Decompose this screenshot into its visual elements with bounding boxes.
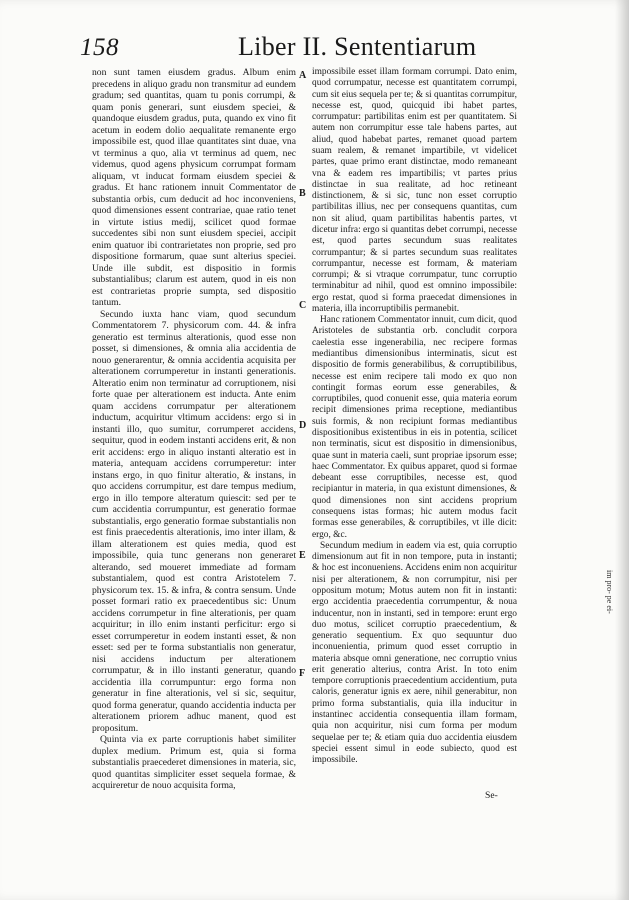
section-marker-a: A (299, 70, 307, 81)
left-column (92, 67, 296, 792)
page-number: 158 (80, 34, 119, 61)
page-edge-shadow (615, 0, 629, 900)
paragraph: Secundo iuxta hanc viam, quod secundum Commentatorem 7. physicorum com. 44. & infra generatio est terminus alterationis, quod esse non posset, si dimensiones, & omnia alia accidentia de nouo generarentur, & omnia accidentia acquisita per alterationem corrumperetur in instanti generationis. Alteratio enim non terminatur ad corruptionem, nisi forte quae per alterationem est inducta. Ante enim quam accidens corrumpatur per alterationem inductum, acquiritur vltimum accidens: ergo si in instanti illo, quo sumitur, corrumperet accidens, sequitur, quod in eodem instanti accidens erit, & non erit accidens: ergo in aliquo instanti alteratio est in materia, antequam accidens corrumperetur: inter instans ergo, in quo finitur alteratio, & instans, in quo accidens corrumpitur, est dare tempus medium, ergo in illo tempore alteratum quiescit: sed per te cum accidentia corrumpuntur, est generatio formae substantialis, ergo generatio formae substantialis non est finis praecedentis alterationis, imo inter illam, & illam alterationem est quies media, quod est impossibile, quia tunc generans non generaret alterando, sed moueret immediate ad formam substantialem, quod est contra Aristotelem 7. physicorum tex. 15. & infra, & contra sensum. Unde posset formari ratio ex praecedentibus sic: Unum accidens corrumpetur in fine alterationis, per quam acquiritur; in illo enim instanti perficitur: ergo si esset corrumperetur in eodem instanti esset, & non esset: sed per te forma substantialis non generatur, nisi accidens inductum per alterationem corrumpatur, & in illo instanti generatur, quando accidentia illa corrumpuntur: ergo forma non generatur in fine alterationis, vel si sic, sequitur, quod forma generatur, quando accidentia inducta per alterationem priorem adhuc manent, quod est propositum. (92, 308, 296, 734)
right-column (312, 67, 517, 766)
paragraph: Quinta via ex parte corruptionis habet similiter duplex medium. Primum est, quia si forma substantialis praecederet dimensiones in materia, sic, quod quantitas simpliciter esset sequela formae, & acquireretur de nouo acquisita forma, (92, 734, 296, 791)
running-head: Liber II. Sententiarum (238, 32, 477, 61)
paragraph: Secundum medium in eadem via est, quia corruptio dimensionum aut fit in non tempore, puta in instanti; & hoc est inconueniens. Accidens enim non acquiritur nisi per alterationem, & non corrumpitur, nisi per oppositum motum; Motus autem non fit in instanti: ergo accidentia praecedentia corrumpentur, & noua inducentur, non in instanti, sed in tempore: erunt ergo duo motus, scilicet corruptio praecedentium, & generatio sequentium. Ex quo sequuntur duo inconuenientia, primum quod esset corruptio in materia absque omni generatione, nec corruptio vnius erit generatio alterius, contra Arist. In toto enim tempore corruptionis praecedentium accidentium, puta caloris, generatur ignis ex aere, nihil generabitur, non primo forma substantialis, quia illa inducitur in instantinec accidentia consequentia illam formam, quia non acquiritur, nisi cum forma per modum sequelae per te; & etiam quia duo accidentia eiusdem speciei essent simul in eode subiecto, quod est impossibile. (312, 540, 517, 766)
paragraph: impossibile esset illam formam corrumpi. Dato enim, quod corrumpatur, necesse est quantitatem corrumpi, cum sit eius sequela per te; & si quantitas corrumpitur, necesse est, quod, quicquid ibi habet partes, corrumpatur: partibilitas enim est per quantitatem. Si autem non corrumpitur esse tale habens partes, aut aliud, quod habebat partes, remanet quoad partem suam realem, & remanet impartibile, vt videlicet partes, quae primo erant distinctae, modo remaneant vna & eadem res impartibilis; vt partes prius distinctae in sua realitate, ad hoc retineant distinctionem, & si sic, tunc non esset corruptio partibilitas illius, nec per consequens quantitas, cum non sit aliud, quam partibilitas habentis partes, vt dicetur infra: ergo si quantitas debet corrumpi, necesse est, quod partes secundum suas realitates corrumpantur; & si partes secundum suas realitates corrumpantur, necesse est formam, & materiam corrumpi; & si vtraque corrumpatur, tunc corruptio terminabitur ad nihil, quod est omnino impossibile: ergo restat, quod si forma praecedat dimensiones in materia, illa incorruptibilis permanebit. (312, 67, 517, 314)
margin-note: im pro- pe ei- (605, 570, 614, 614)
paragraph: non sunt tamen eiusdem gradus. Album enim precedens in aliquo gradu non transmitur ad eundem gradum; sed quantitas, quam tu ponis corrumpi, & quam ponis generari, sunt eiusdem speciei, & quandoque eiusdem gradus, puta, quando ex vino fit acetum in eodem dolio aequalitate remanente ergo impossibile est, quod illae quantitates sint duae, vna vt terminus a quo, alia vt terminus ad quem, nec videmus, quod agens physicum corrumpat formam aliquam, vt inducat formam eiusdem speciei & gradus. Et hanc rationem innuit Commentator de substantia orbis, cum deducit ad hoc inconveniens, quod dimensiones essent contrariae, quae ratio tenet in virtute istius medij, scilicet quod formae succedentes sibi non sunt eiusdem speciei, accipit enim quatuor ibi contrarietates non proprie, sed pro dispositione formarum, quae sunt alterius speciei. Unde ille subdit, est dispositio in formis substantialibus; clarum est autem, quod in eis non est contrarietas proprie sumpta, sed dispositio tantum. (92, 67, 296, 308)
paragraph: Hanc rationem Commentator innuit, cum dicit, quod Aristoteles de substantia orb. concludit corpora caelestia esse ingenerabilia, nec recipere formas mediantibus dimensionibus interminatis, sicut est dispositio de formis generabilibus, & corruptibilibus, necesse est enim recipere tali modo ex quo non contingit formas eorum esse generabiles, & corruptibiles, quod conuenit esse, quia materia eorum recipit dimensiones prima receptione, mediantibus suis formis, & non recipiunt formas mediantibus dispositionibus existentibus in eis in potentia, scilicet non terminatis, sicut est dispositio in dimensionibus, quae sunt in materia caeli, sunt propriae ipsorum esse; haec Commentator. Ex quibus apparet, quod si formae debeant esse corruptibiles, necesse est, quod recipiantur in materia, in qua existunt dimensiones, & quod dimensiones non sint accidens proprium consequens istas formas; hic autem modus facit formas esse generabiles, & corruptibiles, vt ille dicit: ergo, &c. (312, 315, 517, 540)
section-marker-d: D (299, 420, 307, 431)
section-marker-e: E (299, 550, 306, 561)
section-marker-c: C (299, 300, 307, 311)
catchword: Se- (485, 790, 498, 801)
section-marker-b: B (299, 188, 306, 199)
section-marker-f: F (299, 668, 306, 679)
